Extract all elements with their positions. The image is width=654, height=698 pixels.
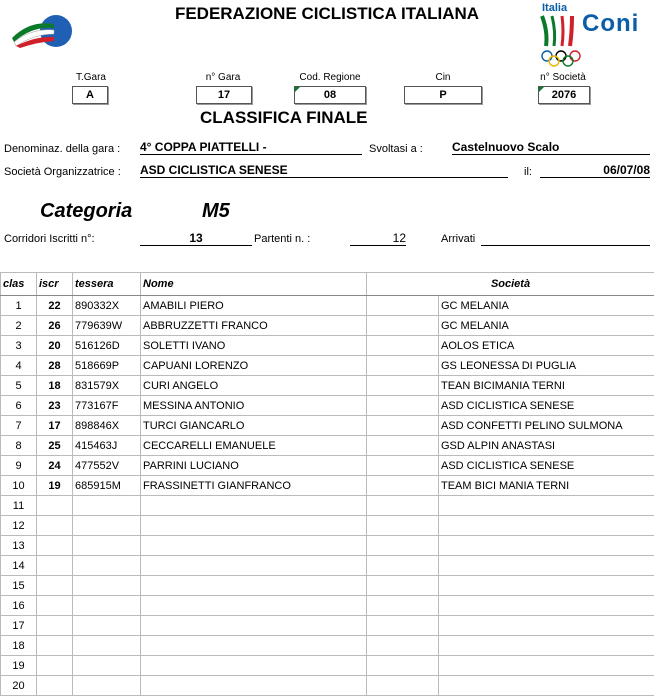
col-tessera: tessera <box>73 273 141 296</box>
partenti-label: Partenti n. : <box>254 233 311 245</box>
row-clas: 2 <box>1 316 37 336</box>
row-tessera <box>73 556 141 576</box>
row-nome: TURCI GIANCARLO <box>141 416 367 436</box>
table-row <box>1 316 654 336</box>
cin-label: Cin <box>435 72 451 83</box>
row-nome <box>141 556 367 576</box>
row-clas: 13 <box>1 536 37 556</box>
table-row <box>1 576 654 596</box>
row-clas: 1 <box>1 296 37 316</box>
codregione-label: Cod. Regione <box>299 72 361 83</box>
row-tessera: 415463J <box>73 436 141 456</box>
row-tessera: 477552V <box>73 456 141 476</box>
row-clas: 6 <box>1 396 37 416</box>
categoria-value: M5 <box>202 200 230 222</box>
row-societa <box>439 656 654 676</box>
col-clas: clas <box>1 273 37 296</box>
row-nome: SOLETTI IVANO <box>141 336 367 356</box>
row-gap <box>367 316 439 336</box>
denominazione-value: 4° COPPA PIATTELLI - <box>140 140 362 155</box>
row-gap <box>367 556 439 576</box>
row-nome <box>141 536 367 556</box>
row-iscr: 28 <box>37 356 73 376</box>
row-societa: GC MELANIA <box>439 296 654 316</box>
row-gap <box>367 376 439 396</box>
row-societa <box>439 496 654 516</box>
row-clas: 10 <box>1 476 37 496</box>
row-iscr: 20 <box>37 336 73 356</box>
row-societa <box>439 516 654 536</box>
row-iscr <box>37 676 73 696</box>
arrivati-value <box>481 231 650 246</box>
row-iscr <box>37 516 73 536</box>
svoltasi-label: Svoltasi a : <box>369 143 423 155</box>
row-nome: CECCARELLI EMANUELE <box>141 436 367 456</box>
table-row <box>1 616 654 636</box>
row-nome <box>141 596 367 616</box>
table-row <box>1 516 654 536</box>
row-clas: 17 <box>1 616 37 636</box>
row-clas: 9 <box>1 456 37 476</box>
row-iscr: 18 <box>37 376 73 396</box>
row-tessera: 831579X <box>73 376 141 396</box>
col-nome: Nome <box>141 273 367 296</box>
row-tessera <box>73 496 141 516</box>
row-societa: ASD CONFETTI PELINO SULMONA <box>439 416 654 436</box>
societa-org-label: Società Organizzatrice : <box>4 166 121 178</box>
row-tessera <box>73 536 141 556</box>
row-nome: MESSINA ANTONIO <box>141 396 367 416</box>
il-value: 06/07/08 <box>540 163 650 178</box>
row-iscr: 23 <box>37 396 73 416</box>
row-gap <box>367 336 439 356</box>
row-nome <box>141 616 367 636</box>
codregione-field <box>294 86 366 104</box>
row-iscr: 26 <box>37 316 73 336</box>
coni-word: Coni <box>582 10 640 37</box>
iscritti-label: Corridori Iscritti n°: <box>4 233 95 245</box>
row-societa <box>439 616 654 636</box>
row-tessera <box>73 516 141 536</box>
olympic-rings-icon <box>540 50 582 68</box>
row-tessera <box>73 656 141 676</box>
row-iscr <box>37 496 73 516</box>
svoltasi-value: Castelnuovo Scalo <box>452 140 650 155</box>
row-clas: 8 <box>1 436 37 456</box>
row-iscr: 17 <box>37 416 73 436</box>
table-row <box>1 476 654 496</box>
row-societa <box>439 676 654 696</box>
row-iscr <box>37 636 73 656</box>
table-row <box>1 656 654 676</box>
col-societa: Società <box>367 273 654 296</box>
row-nome <box>141 636 367 656</box>
row-tessera: 516126D <box>73 336 141 356</box>
row-tessera <box>73 676 141 696</box>
row-iscr <box>37 576 73 596</box>
partenti-value: 12 <box>350 231 406 246</box>
row-nome: CAPUANI LORENZO <box>141 356 367 376</box>
table-row <box>1 536 654 556</box>
row-tessera: 779639W <box>73 316 141 336</box>
row-nome: ABBRUZZETTI FRANCO <box>141 316 367 336</box>
row-tessera <box>73 616 141 636</box>
row-iscr <box>37 656 73 676</box>
row-gap <box>367 436 439 456</box>
row-iscr: 19 <box>37 476 73 496</box>
row-clas: 16 <box>1 596 37 616</box>
row-societa <box>439 536 654 556</box>
row-tessera <box>73 596 141 616</box>
row-iscr <box>37 596 73 616</box>
row-gap <box>367 536 439 556</box>
row-societa: TEAM BICI MANIA TERNI <box>439 476 654 496</box>
row-societa: GSD ALPIN ANASTASI <box>439 436 654 456</box>
row-nome: PARRINI LUCIANO <box>141 456 367 476</box>
tgara-field: A <box>72 86 108 104</box>
nsocieta-label: n° Società <box>540 72 586 83</box>
coni-flag-icon <box>538 14 578 48</box>
iscritti-value: 13 <box>140 231 252 246</box>
table-row <box>1 356 654 376</box>
row-clas: 5 <box>1 376 37 396</box>
cin-field: P <box>404 86 482 104</box>
row-clas: 12 <box>1 516 37 536</box>
row-societa <box>439 576 654 596</box>
table-row <box>1 396 654 416</box>
row-gap <box>367 596 439 616</box>
row-clas: 19 <box>1 656 37 676</box>
table-row <box>1 676 654 696</box>
row-societa: ASD CICLISTICA SENESE <box>439 456 654 476</box>
row-nome <box>141 516 367 536</box>
row-societa <box>439 596 654 616</box>
row-nome: FRASSINETTI GIANFRANCO <box>141 476 367 496</box>
nsocieta-value: 2076 <box>551 89 577 101</box>
row-clas: 20 <box>1 676 37 696</box>
row-nome <box>141 576 367 596</box>
table-row <box>1 336 654 356</box>
row-iscr <box>37 536 73 556</box>
row-iscr: 22 <box>37 296 73 316</box>
row-tessera: 898846X <box>73 416 141 436</box>
row-societa: TEAN BICIMANIA TERNI <box>439 376 654 396</box>
row-iscr <box>37 556 73 576</box>
row-societa <box>439 636 654 656</box>
row-gap <box>367 396 439 416</box>
table-row <box>1 636 654 656</box>
row-gap <box>367 496 439 516</box>
row-clas: 3 <box>1 336 37 356</box>
ngara-label: n° Gara <box>205 72 241 83</box>
row-tessera: 773167F <box>73 396 141 416</box>
row-nome: AMABILI PIERO <box>141 296 367 316</box>
table-row <box>1 556 654 576</box>
row-gap <box>367 476 439 496</box>
classifica-title: CLASSIFICA FINALE <box>200 108 368 127</box>
row-gap <box>367 656 439 676</box>
row-tessera <box>73 576 141 596</box>
row-gap <box>367 416 439 436</box>
row-tessera: 890332X <box>73 296 141 316</box>
row-gap <box>367 456 439 476</box>
row-societa: AOLOS ETICA <box>439 336 654 356</box>
row-gap <box>367 576 439 596</box>
table-row <box>1 456 654 476</box>
codregione-value: 08 <box>323 89 337 101</box>
coni-logo <box>536 2 646 68</box>
row-tessera <box>73 636 141 656</box>
row-nome: CURI ANGELO <box>141 376 367 396</box>
row-gap <box>367 516 439 536</box>
table-row <box>1 596 654 616</box>
row-nome <box>141 656 367 676</box>
row-gap <box>367 616 439 636</box>
coni-italia-text: Italia <box>542 2 568 14</box>
table-row <box>1 296 654 316</box>
results-table <box>0 272 654 696</box>
col-iscr: iscr <box>37 273 73 296</box>
table-header-row <box>1 273 654 296</box>
row-clas: 4 <box>1 356 37 376</box>
row-gap <box>367 676 439 696</box>
row-clas: 18 <box>1 636 37 656</box>
nsocieta-field <box>538 86 590 104</box>
societa-org-value: ASD CICLISTICA SENESE <box>140 163 508 178</box>
row-societa: ASD CICLISTICA SENESE <box>439 396 654 416</box>
table-row <box>1 416 654 436</box>
arrivati-label: Arrivati <box>441 233 476 245</box>
il-label: il: <box>524 166 532 178</box>
row-clas: 7 <box>1 416 37 436</box>
row-clas: 14 <box>1 556 37 576</box>
table-row <box>1 376 654 396</box>
row-clas: 11 <box>1 496 37 516</box>
row-clas: 15 <box>1 576 37 596</box>
row-gap <box>367 356 439 376</box>
row-gap <box>367 296 439 316</box>
row-societa: GS LEONESSA DI PUGLIA <box>439 356 654 376</box>
ngara-field: 17 <box>196 86 252 104</box>
row-tessera: 518669P <box>73 356 141 376</box>
row-nome <box>141 676 367 696</box>
table-row <box>1 496 654 516</box>
page-title: FEDERAZIONE CICLISTICA ITALIANA <box>174 4 480 23</box>
row-iscr: 24 <box>37 456 73 476</box>
row-societa: GC MELANIA <box>439 316 654 336</box>
row-tessera: 685915M <box>73 476 141 496</box>
row-iscr: 25 <box>37 436 73 456</box>
table-row <box>1 436 654 456</box>
row-nome <box>141 496 367 516</box>
row-gap <box>367 636 439 656</box>
categoria-label: Categoria <box>40 200 133 222</box>
denominazione-label: Denominaz. della gara : <box>4 143 121 155</box>
tgara-label: T.Gara <box>75 72 106 83</box>
row-societa <box>439 556 654 576</box>
row-iscr <box>37 616 73 636</box>
